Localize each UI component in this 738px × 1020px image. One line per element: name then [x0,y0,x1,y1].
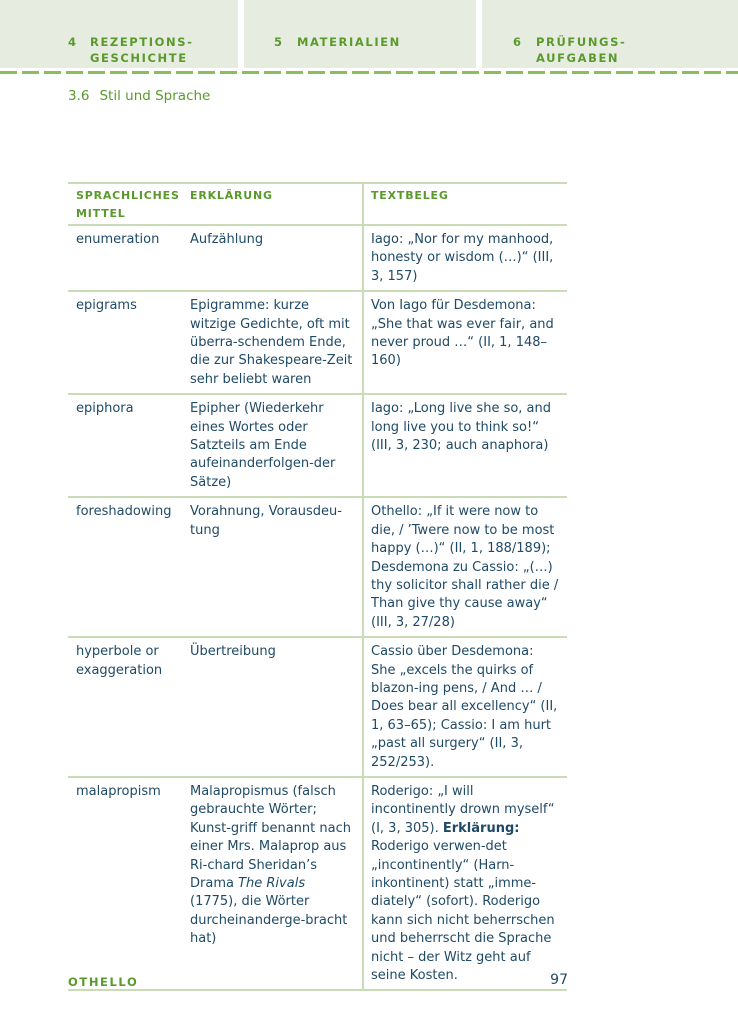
tab-label: REZEPTIONS- GESCHICHTE [90,35,194,65]
section-heading [68,88,210,104]
explanation-cell [182,777,363,990]
column-header-explanation: ERKLÄRUNG [182,183,363,225]
evidence-text: Roderigo: „I will incontinently drown myself“ (I, 3, 305). [371,783,555,836]
column-header-term: SPRACHLICHES MITTEL [68,183,182,225]
tab-pruefungsaufgaben[interactable] [482,0,738,68]
table-row [68,394,567,497]
tab-label: MATERIALIEN [297,35,401,49]
evidence-cell [363,777,567,990]
explanation-label: Erklärung: [442,820,520,836]
explanation-cell: Epigramme: kurze witzige Gedichte, oft mit überra-schendem Ende, die zur Shakespeare-Zeit sehr beliebt waren [182,291,363,394]
table-row [68,777,567,990]
page-number: 97 [550,972,568,988]
tab-number: 5 [274,35,284,49]
footer-book-title: OTHELLO [68,975,139,989]
section-title: Stil und Sprache [99,88,211,104]
explanation-text: Malapropismus (falsch gebrauchte Wörter; Kunst-griff benannt nach einer Mrs. Malaprop aus Ri-chard Sheridan’s Drama [190,783,351,891]
table-row [68,637,567,777]
work-title: The Rivals [238,876,306,891]
tab-number: 6 [513,35,523,49]
explanation-cell: Epipher (Wiederkehr eines Wortes oder Satzteils am Ende aufeinanderfolgen-der Sätze) [182,394,363,497]
evidence-cell: Iago: „Long live she so, and long live you to think so!“ (III, 3, 230; auch anaphora) [363,394,567,497]
header-divider [0,71,738,74]
evidence-cell: Othello: „If it were now to die, / ’Twere now to be most happy (…)“ (II, 1, 188/189); Desdemona zu Cassio: „(…) thy solicitor shall rather die / Than give thy cause away“ (III, 3, 27/28) [363,497,567,637]
chapter-tabs [0,0,738,70]
explanation-cell: Vorahnung, Vorausdeu-tung [182,497,363,637]
section-number: 3.6 [68,88,90,104]
tab-rezeptionsgeschichte[interactable] [0,0,238,68]
explanation-cell: Übertreibung [182,637,363,777]
table-row [68,497,567,637]
table-row [68,291,567,394]
term-cell: malapropism [68,777,182,990]
term-cell: hyperbole or exaggeration [68,637,182,777]
evidence-text: Roderigo verwen-det „incontinently“ (Harn-inkontinent) statt „imme-diately“ (sofort). Roderigo kann sich nicht beherrschen und beherrscht die Sprache nicht – der Witz geht auf seine Kosten. [371,839,555,984]
evidence-cell: Iago: „Nor for my manhood, honesty or wisdom (…)“ (III, 3, 157) [363,225,567,291]
tab-label: PRÜFUNGS- AUFGABEN [536,35,627,65]
term-cell: foreshadowing [68,497,182,637]
evidence-cell: Cassio über Desdemona: She „excels the quirks of blazon-ing pens, / And … / Does bear all excellency“ (II, 1, 63–65); Cassio: I am hurt „past all surgery“ (II, 3, 252/253). [363,637,567,777]
term-cell: epiphora [68,394,182,497]
term-cell: epigrams [68,291,182,394]
tab-number: 4 [68,35,78,49]
evidence-cell: Von Iago für Desdemona: „She that was ever fair, and never proud …“ (II, 1, 148–160) [363,291,567,394]
explanation-text: (1775), die Wörter durcheinanderge-bracht hat) [190,894,348,947]
table-header-row [68,183,567,225]
explanation-cell: Aufzählung [182,225,363,291]
term-cell: enumeration [68,225,182,291]
tab-materialien[interactable] [244,0,476,68]
table-row [68,225,567,291]
column-header-evidence: TEXTBELEG [363,183,567,225]
stylistic-devices-table [68,182,567,991]
